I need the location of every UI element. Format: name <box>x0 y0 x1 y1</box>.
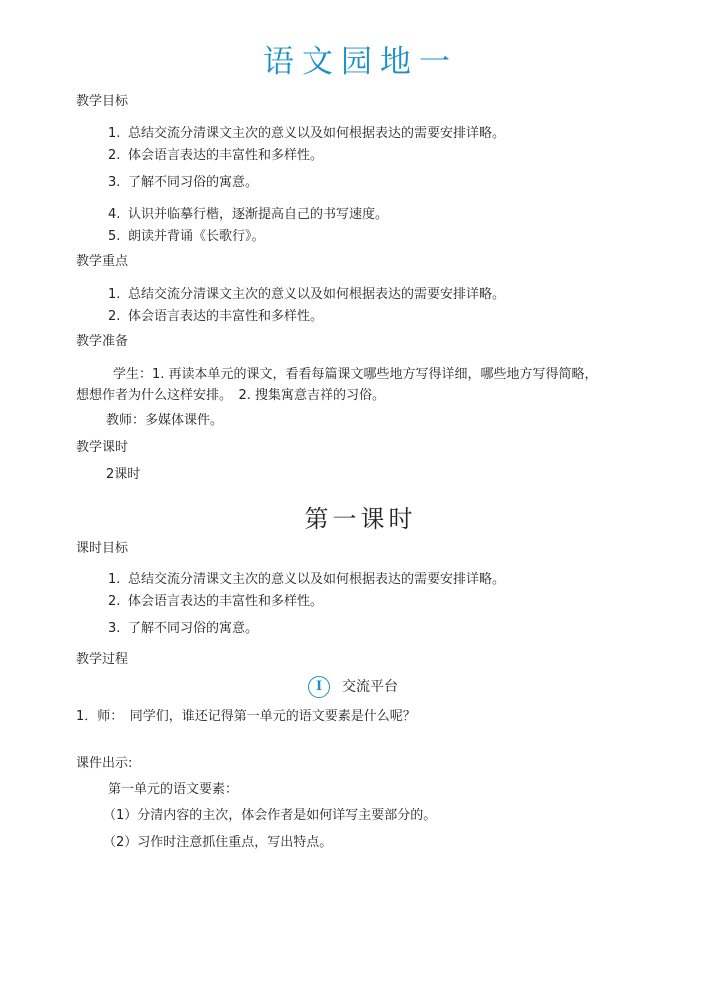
item-text: 了解不同习俗的寓意。 <box>128 621 259 636</box>
lesson-goal-item-2 <box>108 594 323 610</box>
lesson-goals-heading: 课时目标 <box>76 541 129 556</box>
goals-heading: 教学目标 <box>76 94 129 109</box>
item-text: 认识并临摹行楷，逐渐提高自己的书写速度。 <box>128 207 389 222</box>
item-text: 了解不同习俗的寓意。 <box>128 175 259 190</box>
item-number: 3. <box>108 621 121 636</box>
roman-numeral-badge-icon: Ⅰ <box>308 676 330 698</box>
prep-student-line2: 想想作者为什么这样安排。 2. 搜集寓意吉祥的习俗。 <box>76 388 386 403</box>
item-text: 总结交流分清课文主次的意义以及如何根据表达的需要安排详略。 <box>128 287 506 302</box>
prep-heading: 教学准备 <box>76 334 129 349</box>
badge-label: 交流平台 <box>342 678 398 695</box>
goal-item-1 <box>108 126 505 142</box>
item-text: 体会语言表达的丰富性和多样性。 <box>128 148 324 163</box>
lesson-title: 第一课时 <box>304 505 417 533</box>
item-text: 总结交流分清课文主次的意义以及如何根据表达的需要安排详略。 <box>128 126 506 141</box>
element-1: （1）分清内容的主次，体会作者是如何详写主要部分的。 <box>103 808 437 823</box>
question-1: 1．师： 同学们，谁还记得第一单元的语文要素是什么呢？ <box>76 709 416 724</box>
item-number: 5. <box>108 229 121 244</box>
goal-item-5 <box>108 229 265 245</box>
lesson-goal-item-3 <box>108 621 258 637</box>
focus-heading: 教学重点 <box>76 254 129 269</box>
process-heading: 教学过程 <box>76 652 129 667</box>
lesson-goal-item-1 <box>108 572 505 588</box>
section-badge <box>308 676 398 698</box>
focus-item-1 <box>108 287 505 303</box>
prep-teacher: 教师：多媒体课件。 <box>106 413 224 428</box>
item-number: 2. <box>108 594 121 609</box>
item-number: 3. <box>108 175 121 190</box>
item-text: 总结交流分清课文主次的意义以及如何根据表达的需要安排详略。 <box>128 572 506 587</box>
item-text: 体会语言表达的丰富性和多样性。 <box>128 594 324 609</box>
goal-item-3 <box>108 175 258 191</box>
item-number: 1. <box>108 287 121 302</box>
focus-item-2 <box>108 309 323 325</box>
item-number: 2. <box>108 309 121 324</box>
item-number: 1. <box>108 126 121 141</box>
element-title: 第一单元的语文要素： <box>108 782 239 797</box>
goal-item-2 <box>108 148 323 164</box>
goal-item-4 <box>108 207 388 223</box>
prep-student-line1: 学生：1. 再读本单元的课文，看看每篇课文哪些地方写得详细，哪些地方写得简略， <box>113 367 598 382</box>
item-number: 1. <box>108 572 121 587</box>
item-number: 4. <box>108 207 121 222</box>
hours-value: 2课时 <box>106 467 141 482</box>
courseware-label: 课件出示: <box>76 756 133 771</box>
element-2: （2）习作时注意抓住重点，写出特点。 <box>103 835 333 850</box>
item-number: 2. <box>108 148 121 163</box>
hours-heading: 教学课时 <box>76 440 129 455</box>
page-title: 语文园地一 <box>263 44 458 80</box>
item-text: 朗读并背诵《长歌行》。 <box>128 229 265 244</box>
item-text: 体会语言表达的丰富性和多样性。 <box>128 309 324 324</box>
